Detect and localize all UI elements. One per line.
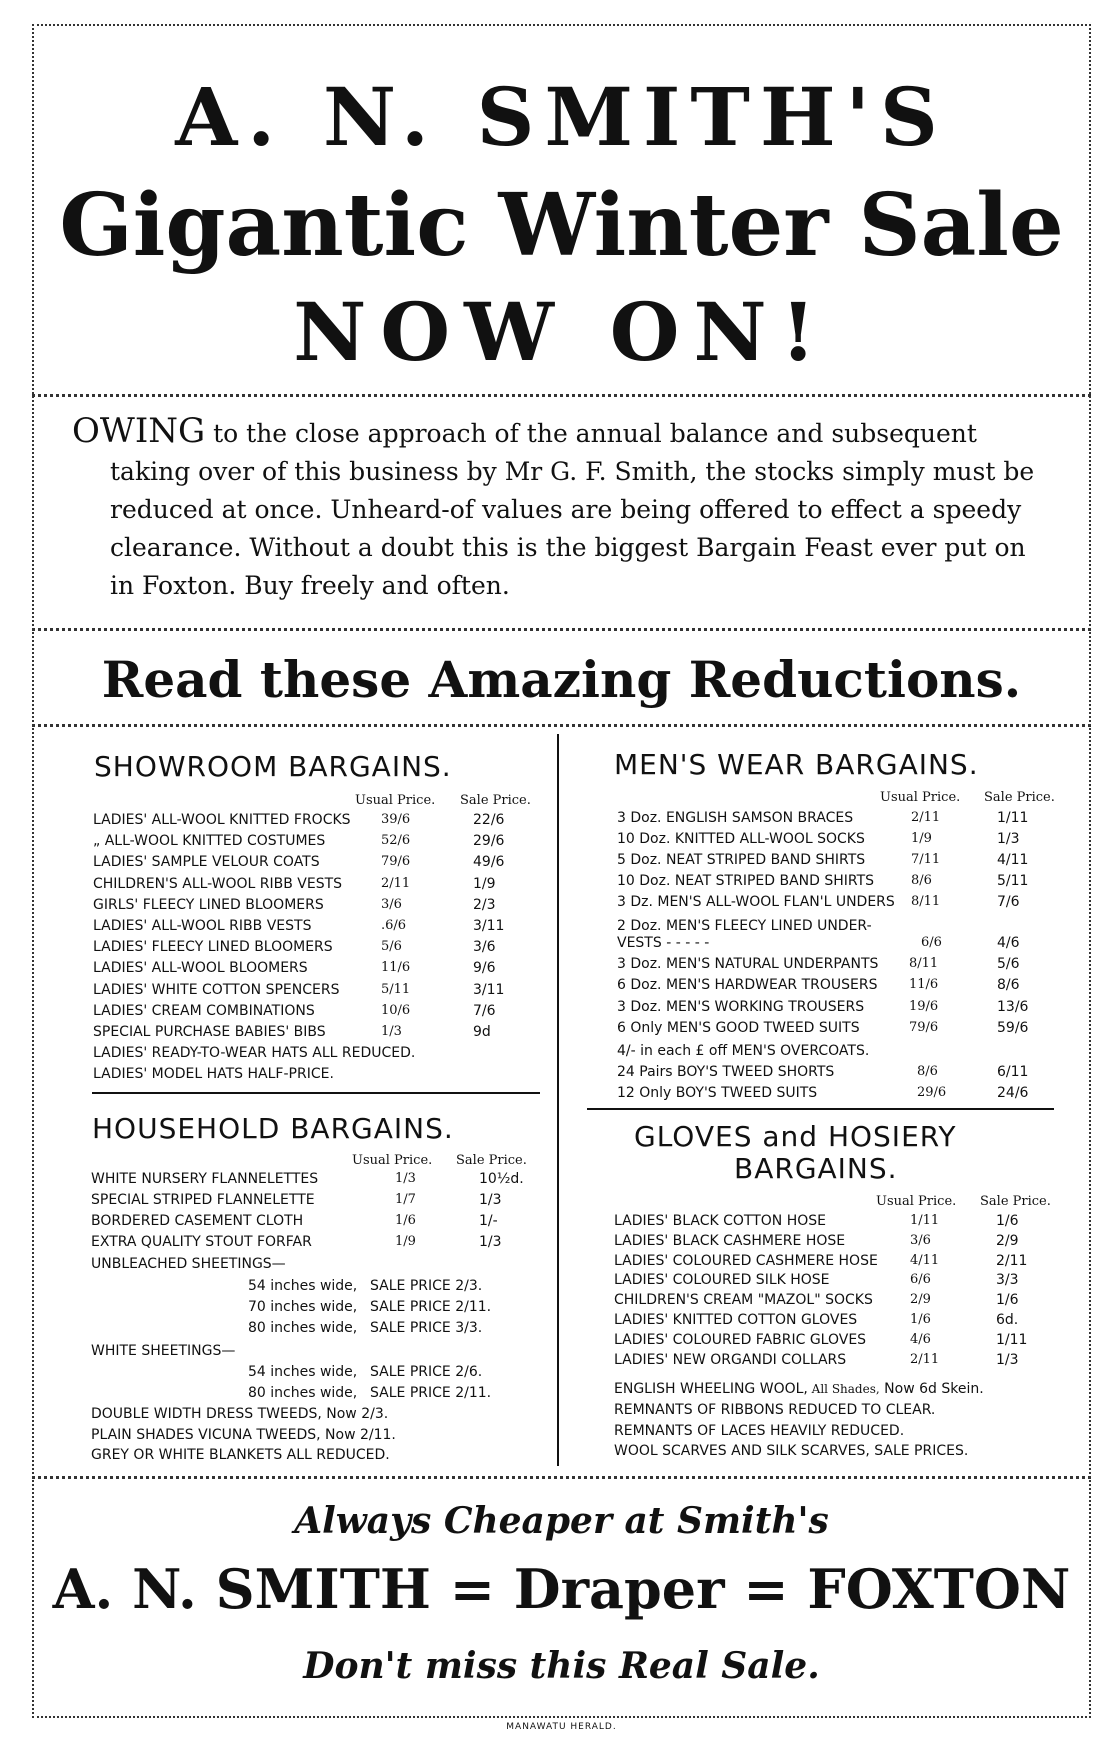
usual-price: 8/6 [911,873,932,888]
item-name: 3 Doz. ENGLISH SAMSON BRACES [617,810,854,826]
sale-price: 1/11 [997,810,1029,826]
item-name: CHILDREN'S CREAM "MAZOL" SOCKS [614,1292,873,1309]
item-name: CHILDREN'S ALL-WOOL RIBB VESTS [93,875,343,892]
divider [32,628,1091,631]
divider [32,394,1091,397]
usual-price: 3/6 [381,896,402,912]
sale-price: 7/6 [997,894,1020,910]
sale-price: 9d [473,1024,491,1040]
item-name: LADIES' COLOURED SILK HOSE [614,1272,830,1289]
item-name: WHITE NURSERY FLANNELETTES [91,1171,319,1187]
sale-price: 3/11 [473,981,505,998]
usual-price: 1/6 [910,1312,931,1327]
sale-price-header: Sale Price. [460,793,531,808]
slogan: Always Cheaper at Smith's [294,1500,829,1542]
wheeling-wool-line [614,1381,984,1397]
item-name: LADIES' ALL-WOOL KNITTED FROCKS [93,812,351,828]
sale-price-header: Sale Price. [984,790,1055,805]
sheeting-price: SALE PRICE 2/3. [370,1278,483,1294]
item-name: 24 Pairs BOY'S TWEED SHORTS [617,1064,835,1080]
usual-price: 10/6 [381,1002,411,1018]
item-name: 3 Dz. MEN'S ALL-WOOL FLAN'L UNDERS [617,894,895,910]
sale-price: 3/11 [473,918,505,934]
intro-text: to the close approach of the annual balance and subsequent taking over of this business by Mr G. F. Smith, the stocks simply must be reduced at once. Unheard-of values are being offered to effect a speedy clearance. Without a doubt this is the biggest Bargain Feast ever put on in Foxton. Buy freely and often. [110,419,1035,600]
note-line: LADIES' READY-TO-WEAR HATS ALL REDUCED. [93,1045,416,1061]
item-name: „ ALL-WOOL KNITTED COSTUMES [93,833,326,850]
gloves-title-2: BARGAINS. [734,1152,898,1185]
usual-price: 29/6 [917,1085,947,1100]
sheeting-price: SALE PRICE 2/11. [370,1385,492,1401]
sale-price: 24/6 [997,1085,1029,1101]
sale-price: 1/3 [996,1351,1019,1368]
sale-price: 1/- [479,1213,498,1229]
sale-price: 1/9 [473,875,496,892]
draper-line: A. N. SMITH = Draper = FOXTON [52,1557,1071,1621]
sale-price: 1/6 [996,1292,1019,1309]
item-name: LADIES' FLEECY LINED BLOOMERS [93,939,333,956]
item-name: LADIES' COLOURED FABRIC GLOVES [614,1331,867,1348]
sale-price: 4/6 [997,935,1020,951]
item-name: 12 Only BOY'S TWEED SUITS [617,1085,818,1101]
usual-price: 11/6 [381,960,411,976]
sheeting-width: 54 inches wide, [248,1278,358,1294]
sale-price: 59/6 [997,1019,1029,1036]
item-name: LADIES' BLACK COTTON HOSE [614,1213,826,1229]
sale-price: 22/6 [473,812,505,828]
item-name: 10 Doz. KNITTED ALL-WOOL SOCKS [617,831,865,847]
wool-name: ENGLISH WHEELING WOOL, [614,1381,808,1397]
sale-price: 13/6 [997,998,1029,1015]
item-name: 3 Doz. MEN'S NATURAL UNDERPANTS [617,956,879,972]
usual-price: 2/11 [911,810,941,825]
section-rule [587,1108,1054,1110]
sale-price: 1/3 [479,1192,502,1208]
sale-price: 4/11 [997,852,1029,868]
sheeting-width: 80 inches wide, [248,1385,358,1401]
item-name: LADIES' BLACK CASHMERE HOSE [614,1232,846,1249]
usual-price-header: Usual Price. [880,790,961,805]
sale-price: 1/6 [996,1213,1019,1229]
usual-price: 3/6 [910,1232,931,1248]
mens-title: MEN'S WEAR BARGAINS. [614,748,979,781]
wool-shades: All Shades, [807,1382,880,1396]
column-divider [557,734,559,1466]
dont-miss-line: Don't miss this Real Sale. [303,1645,820,1687]
section-rule [92,1092,540,1094]
item-name: SPECIAL PURCHASE BABIES' BIBS [93,1024,326,1040]
sale-price: 1/3 [479,1234,502,1250]
usual-price: 2/11 [381,875,411,891]
usual-price: 19/6 [909,998,939,1014]
usual-price-header: Usual Price. [876,1194,957,1209]
item-name: 6 Only MEN'S GOOD TWEED SUITS [617,1019,860,1036]
item-name: LADIES' ALL-WOOL RIBB VESTS [93,918,312,934]
sale-price-header: Sale Price. [456,1153,527,1168]
note-line: REMNANTS OF LACES HEAVILY REDUCED. [614,1422,905,1439]
usual-price: 2/11 [910,1351,940,1367]
overcoats-line: 4/- in each £ off MEN'S OVERCOATS. [617,1043,870,1059]
item-name: LADIES' ALL-WOOL BLOOMERS [93,960,308,977]
sale-price: 10½d. [479,1171,524,1187]
usual-price: 2/9 [910,1292,931,1308]
usual-price-header: Usual Price. [355,793,436,808]
intro-paragraph [72,412,1052,605]
usual-price: 6/6 [921,935,942,950]
sheeting-price: SALE PRICE 2/6. [370,1364,483,1380]
now-on-banner: NOW ON! [293,285,830,379]
usual-price: 79/6 [381,854,411,870]
shop-name: A. N. SMITH'S [175,70,948,164]
sale-price: 7/6 [473,1002,496,1019]
sale-price: 29/6 [473,833,505,850]
item-name: LADIES' WHITE COTTON SPENCERS [93,981,340,998]
item-name: EXTRA QUALITY STOUT FORFAR [91,1234,312,1250]
usual-price: 1/11 [910,1213,940,1228]
usual-price: 4/11 [910,1252,940,1268]
intro-first-word: OWING [72,411,206,451]
usual-price: .6/6 [381,918,407,933]
item-name: 5 Doz. NEAT STRIPED BAND SHIRTS [617,852,866,868]
sale-price: 2/3 [473,896,496,913]
usual-price: 8/6 [917,1064,938,1079]
sheeting-width: 54 inches wide, [248,1364,358,1380]
sale-price: 1/11 [996,1331,1028,1348]
item-name: 6 Doz. MEN'S HARDWEAR TROUSERS [617,977,878,994]
white-sheeting-label: WHITE SHEETINGS— [91,1343,236,1359]
sale-price: 1/3 [997,831,1020,847]
usual-price: 1/3 [395,1171,416,1186]
item-name: SPECIAL STRIPED FLANNELETTE [91,1192,315,1208]
sheeting-width: 70 inches wide, [248,1299,358,1315]
sheeting-width: 80 inches wide, [248,1320,358,1336]
usual-price: 8/11 [909,956,939,971]
usual-price-header: Usual Price. [352,1153,433,1168]
unbleached-label: UNBLEACHED SHEETINGS— [91,1256,286,1272]
sale-price-header: Sale Price. [980,1194,1051,1209]
usual-price: 5/11 [381,981,411,997]
sheeting-price: SALE PRICE 3/3. [370,1320,483,1336]
sale-price: 2/9 [996,1232,1019,1249]
item-name: LADIES' NEW ORGANDI COLLARS [614,1351,847,1368]
usual-price: 39/6 [381,812,411,827]
usual-price: 1/7 [395,1192,416,1207]
note-line: WOOL SCARVES AND SILK SCARVES, SALE PRICES. [614,1443,969,1459]
note-line: REMNANTS OF RIBBONS REDUCED TO CLEAR. [614,1402,936,1418]
item-name: LADIES' KNITTED COTTON GLOVES [614,1312,858,1328]
sale-price: 6/11 [997,1064,1029,1080]
item-name: 3 Doz. MEN'S WORKING TROUSERS [617,998,865,1015]
sale-price: 6d. [996,1312,1019,1328]
usual-price: 5/6 [381,939,402,955]
gloves-title: GLOVES and HOSIERY [634,1120,957,1153]
item-name: VESTS - - - - - [617,935,710,951]
usual-price: 11/6 [909,977,939,993]
usual-price: 1/3 [381,1024,402,1039]
usual-price: 52/6 [381,833,411,849]
sale-price: 49/6 [473,854,505,871]
usual-price: 1/9 [911,831,932,846]
sale-price: 8/6 [997,977,1020,994]
usual-price: 8/11 [911,894,941,909]
divider [32,724,1091,727]
newspaper-credit: MANAWATU HERALD. [506,1722,617,1732]
usual-price: 1/6 [395,1213,416,1228]
usual-price: 79/6 [909,1019,939,1035]
item-name: GIRLS' FLEECY LINED BLOOMERS [93,896,324,913]
sale-price: 5/6 [997,956,1020,972]
usual-price: 1/9 [395,1234,416,1249]
note-line: PLAIN SHADES VICUNA TWEEDS, Now 2/11. [91,1426,396,1443]
sale-price: 9/6 [473,960,496,977]
item-name: LADIES' CREAM COMBINATIONS [93,1002,315,1019]
sheeting-price: SALE PRICE 2/11. [370,1299,492,1315]
note-line: LADIES' MODEL HATS HALF-PRICE. [93,1066,334,1082]
item-name: 10 Doz. NEAT STRIPED BAND SHIRTS [617,873,875,889]
sale-price: 3/3 [996,1272,1019,1289]
divider [32,1476,1091,1479]
item-name: LADIES' COLOURED CASHMERE HOSE [614,1252,878,1269]
usual-price: 4/6 [910,1331,931,1347]
note-line: DOUBLE WIDTH DRESS TWEEDS, Now 2/3. [91,1406,389,1422]
household-title: HOUSEHOLD BARGAINS. [92,1112,454,1145]
sale-price: 5/11 [997,873,1029,889]
advert-border [32,24,1091,1718]
usual-price: 7/11 [911,852,941,867]
item-name: LADIES' SAMPLE VELOUR COATS [93,854,320,871]
item-name: 2 Doz. MEN'S FLEECY LINED UNDER- [617,918,872,934]
wool-price: Now 6d Skein. [879,1381,984,1397]
usual-price: 6/6 [910,1272,931,1288]
showroom-title: SHOWROOM BARGAINS. [94,750,452,783]
sale-price: 3/6 [473,939,496,956]
item-name: BORDERED CASEMENT CLOTH [91,1213,304,1229]
sale-price: 2/11 [996,1252,1028,1269]
sale-headline: Gigantic Winter Sale [59,175,1064,276]
reductions-heading: Read these Amazing Reductions. [101,650,1022,709]
note-line: GREY OR WHITE BLANKETS ALL REDUCED. [91,1447,390,1463]
